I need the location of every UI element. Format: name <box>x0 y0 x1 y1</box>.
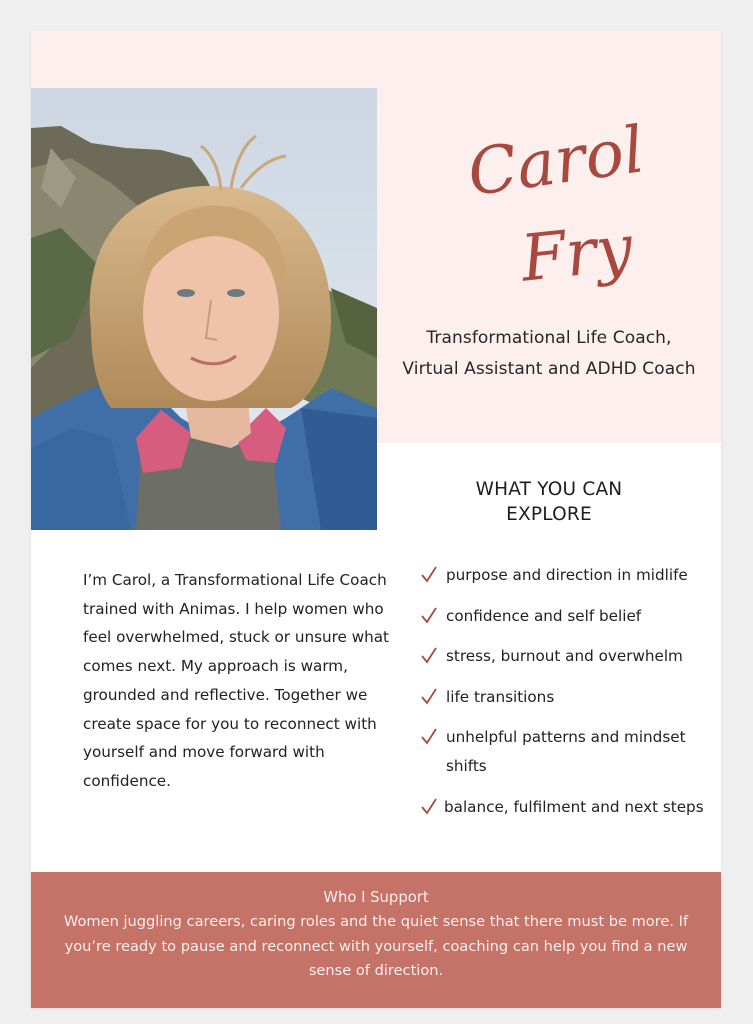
subtitle-line-1: Transformational Life Coach, <box>426 328 672 348</box>
explore-item-label: life transitions <box>446 687 555 706</box>
footer-text: Women juggling careers, caring roles and the quiet sense that there must be more. If you’re ready to pause and reconnect with yourself, coaching can help you find a new sense of direction. <box>63 913 689 979</box>
checkmark-icon <box>421 566 437 584</box>
subtitle-line-2: Virtual Assistant and ADHD Coach <box>402 359 696 379</box>
explore-item <box>419 602 719 631</box>
explore-item <box>419 561 719 590</box>
job-subtitle <box>377 323 721 385</box>
explore-heading-line-2: EXPLORE <box>506 504 592 525</box>
checkmark-icon <box>421 798 437 816</box>
explore-item-label: confidence and self belief <box>446 606 642 625</box>
explore-item <box>419 683 719 712</box>
checkmark-icon <box>421 607 437 625</box>
explore-item-label: stress, burnout and overwhelm <box>446 647 683 665</box>
footer-title: Who I Support <box>323 889 429 906</box>
explore-item <box>419 793 719 822</box>
checkmark-icon <box>421 688 437 706</box>
first-name: Carol <box>463 113 649 212</box>
explore-item <box>419 723 719 781</box>
explore-item <box>419 642 719 671</box>
explore-item-label: balance, fulfilment and next steps <box>444 797 704 816</box>
explore-heading <box>377 477 721 527</box>
bio-paragraph: I’m Carol, a Transformational Life Coach trained with Animas. I help women who feel overwhelmed, stuck or unsure what comes next. My approach is warm, grounded and reflective. Together we create space for you to reconnect with yourself and move forward with confidence. <box>83 571 390 790</box>
checkmark-icon <box>421 728 437 746</box>
explore-item-label: unhelpful patterns and mindset shifts <box>446 728 686 775</box>
who-i-support-footer <box>31 872 721 1008</box>
explore-item-label: purpose and direction in midlife <box>446 566 688 584</box>
explore-heading-line-1: WHAT YOU CAN <box>475 479 623 500</box>
explore-list <box>419 561 719 833</box>
checkmark-icon <box>421 647 437 665</box>
name-script-title <box>377 103 721 303</box>
last-name: Fry <box>517 211 636 297</box>
portrait-photo <box>31 88 377 530</box>
flyer-page <box>31 31 721 1008</box>
